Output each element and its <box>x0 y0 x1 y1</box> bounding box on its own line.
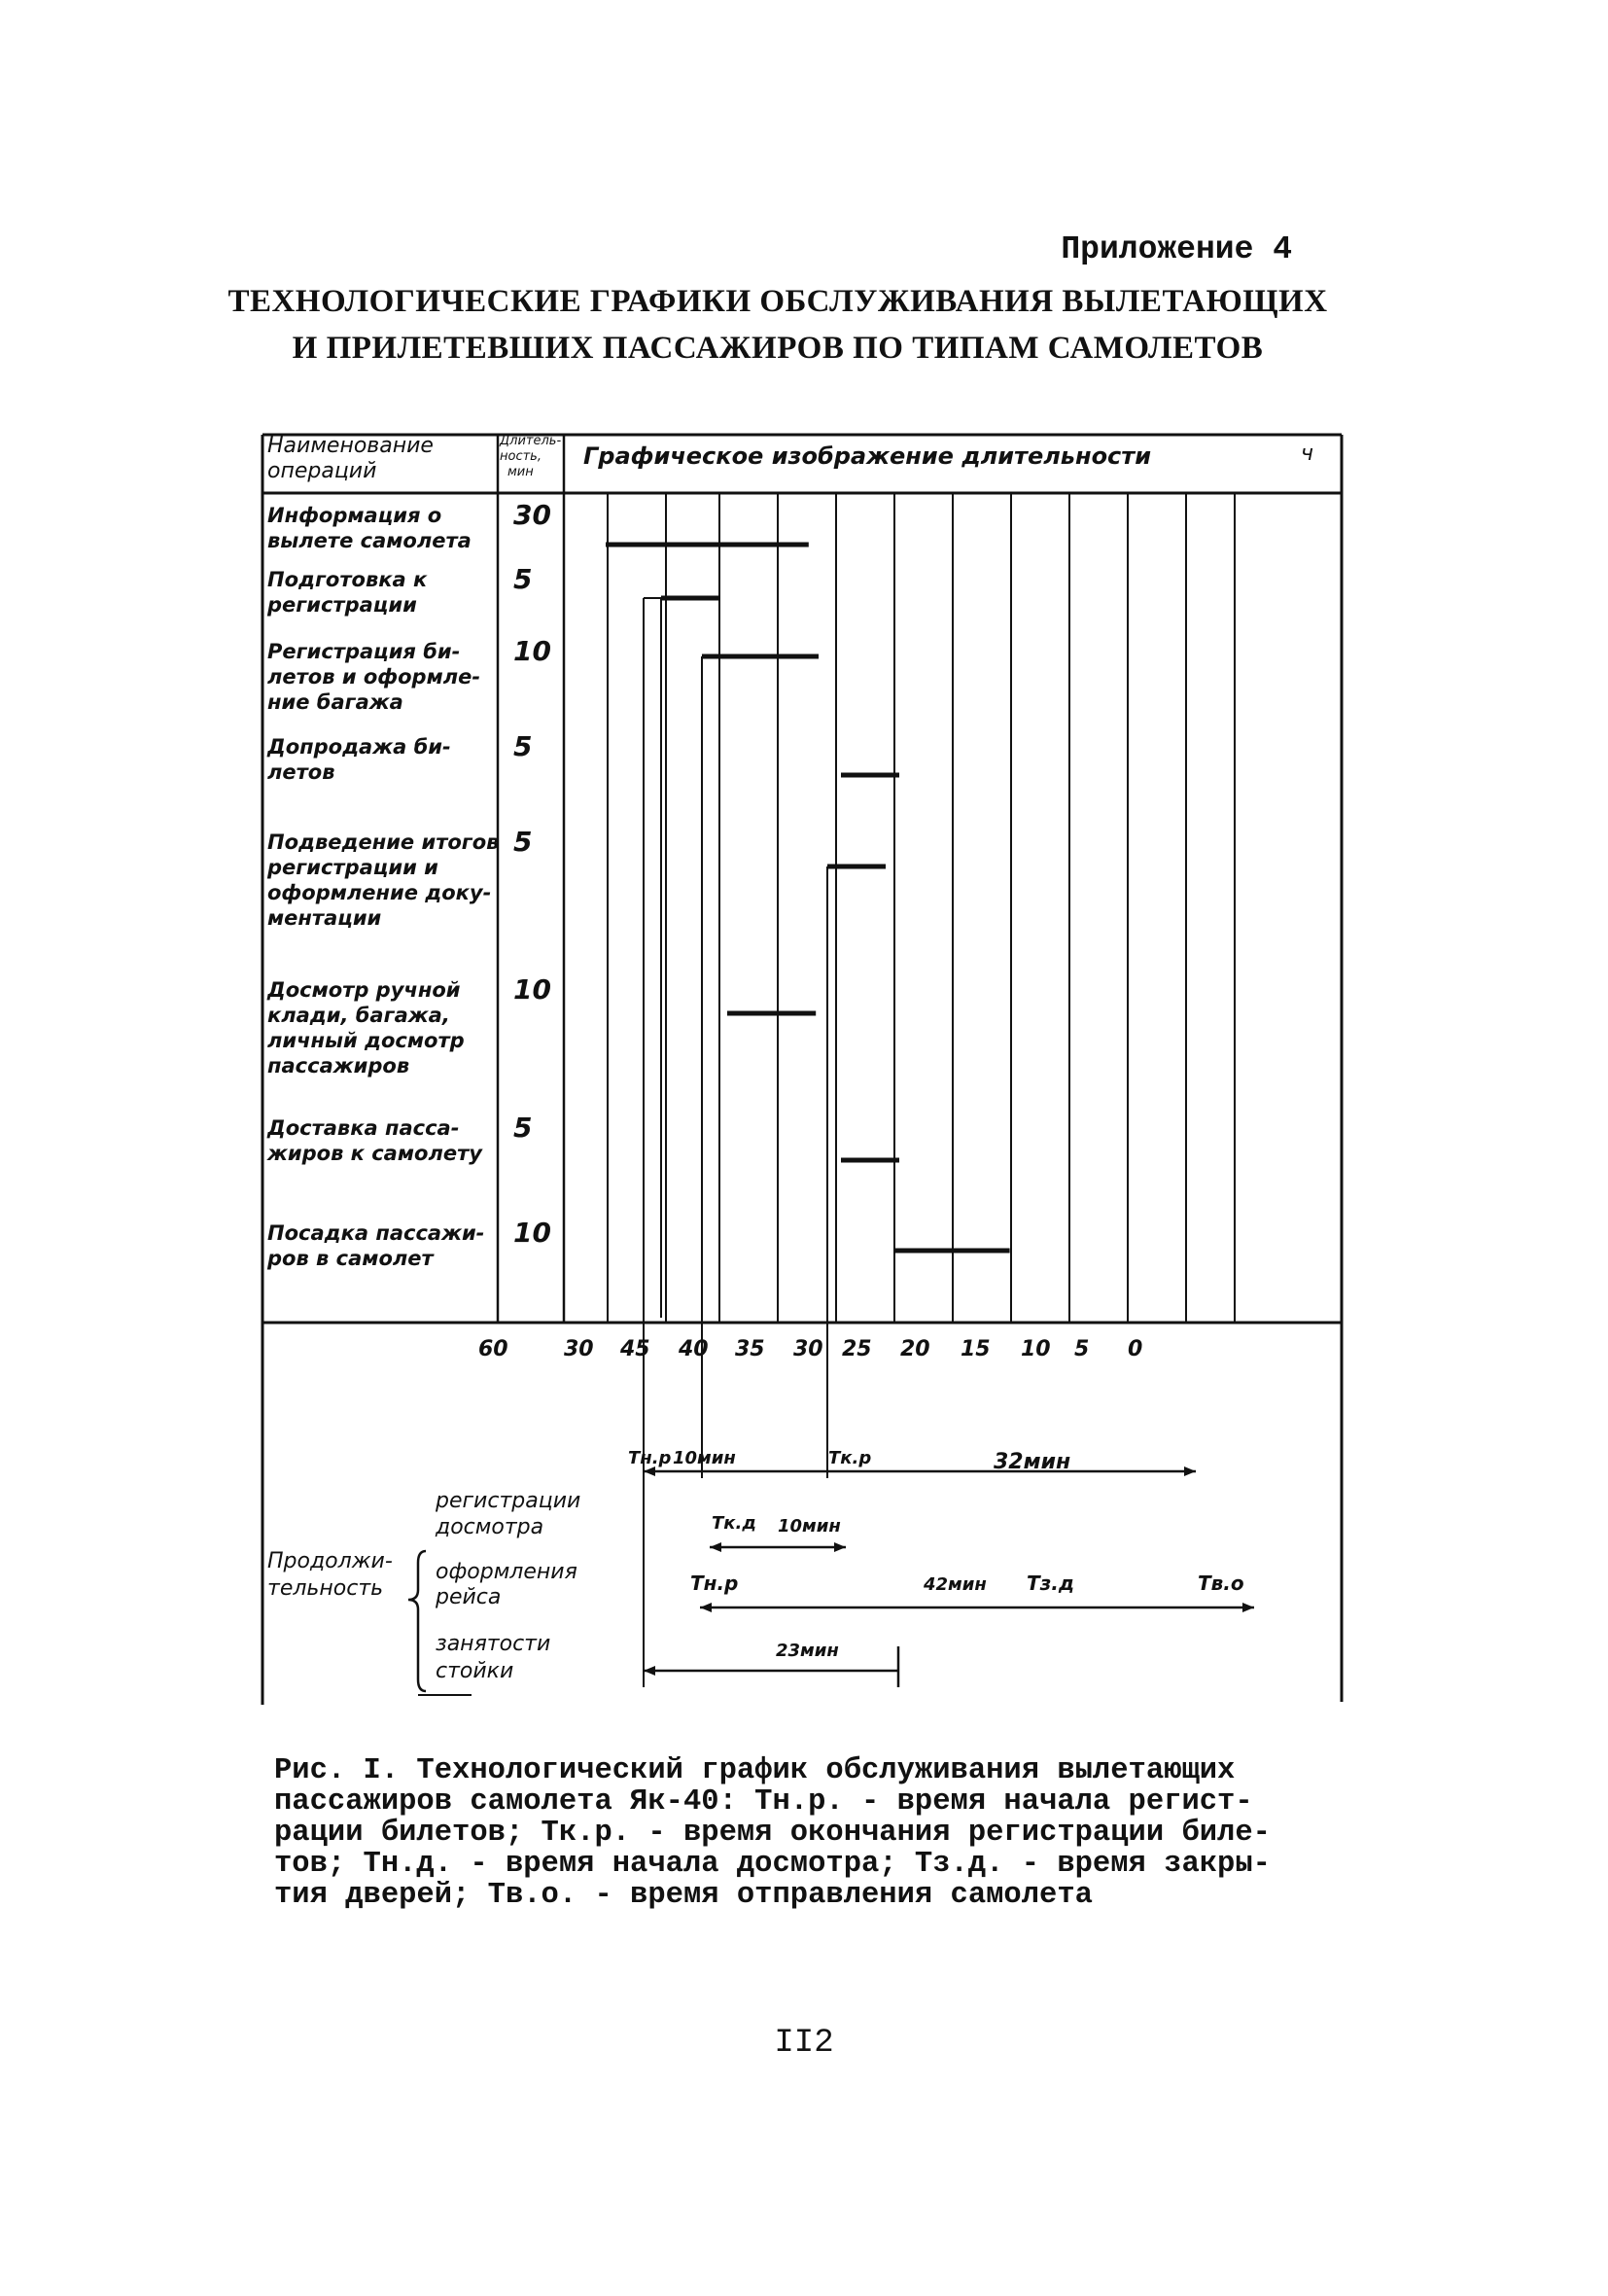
time-scale-tick: 60 <box>478 1337 508 1361</box>
operation-name-line: летов и оформле- <box>267 665 481 689</box>
time-scale-tick: 0 <box>1128 1337 1143 1361</box>
page-number: II2 <box>774 2025 834 2062</box>
arrow-head-left <box>644 1666 655 1676</box>
time-scale-tick: 30 <box>564 1337 594 1361</box>
operation-name-line: ние багажа <box>267 690 403 714</box>
caption-line: тия дверей; Тв.о. - время отправления самолета <box>274 1879 1093 1912</box>
operation-duration: 10 <box>513 635 551 667</box>
operation-duration: 10 <box>513 1217 551 1249</box>
operation-name-line: ров в самолет <box>267 1247 434 1270</box>
span-42min-label: 42мин <box>924 1574 987 1595</box>
service-schedule-chart <box>253 423 1361 1716</box>
time-scale-tick: 5 <box>1074 1337 1090 1361</box>
operation-name-line: Досмотр ручной <box>267 978 461 1002</box>
operation-duration: 5 <box>513 826 533 858</box>
operation-duration: 5 <box>513 1112 533 1144</box>
durations-label-line-2: тельность <box>267 1576 384 1601</box>
operations-rows <box>266 499 551 1270</box>
operation-duration: 5 <box>513 730 533 762</box>
tnr-label-top: Тн.р <box>628 1448 672 1468</box>
durations-label-line-1: Продолжи- <box>267 1549 393 1573</box>
document-title-line-2: И ПРИЛЕТЕВШИХ ПАССАЖИРОВ ПО ТИПАМ САМОЛЕТОВ <box>292 331 1264 366</box>
time-scale-tick: 35 <box>735 1337 765 1361</box>
time-scale-tick: 40 <box>679 1337 709 1361</box>
flight-processing-label-line-1: оформления <box>436 1560 577 1584</box>
span-32min-label: 32мин <box>994 1450 1071 1474</box>
operation-name-line: пассажиров <box>267 1054 410 1077</box>
flight-processing-label-line-2: рейса <box>436 1585 502 1609</box>
time-scale-tick: 20 <box>900 1337 930 1361</box>
registration-label-line-2: досмотра <box>436 1515 544 1539</box>
arrow-head-right <box>1242 1603 1254 1612</box>
operation-row <box>266 1217 551 1270</box>
span-23min-label: 23мин <box>776 1641 839 1661</box>
time-scale-tick: 25 <box>842 1337 872 1361</box>
operation-name-line: Подготовка к <box>267 568 428 591</box>
arrow-head-right <box>1184 1466 1196 1476</box>
inspection-10min-label: 10мин <box>778 1516 841 1537</box>
operation-row <box>266 1112 532 1165</box>
tkr-label: Тк.р <box>828 1448 872 1468</box>
operation-row <box>266 826 532 930</box>
header-duration-line-1: Длитель- <box>500 434 562 448</box>
header-duration-line-3: мин <box>507 465 534 479</box>
operation-name-line: Доставка пасса- <box>267 1116 460 1140</box>
operation-name-line: летов <box>267 760 335 784</box>
operation-name-line: личный досмотр <box>267 1029 465 1052</box>
operation-name-line: ментации <box>267 906 382 930</box>
document-title-line-1: ТЕХНОЛОГИЧЕСКИЕ ГРАФИКИ ОБСЛУЖИВАНИЯ ВЫЛЕТАЮЩИХ <box>227 284 1328 319</box>
durations-section <box>267 1448 1254 1695</box>
caption-line: тов; Тн.д. - время начала досмотра; Тз.д. - время закры- <box>274 1848 1271 1881</box>
caption-line: рации билетов; Тк.р. - время окончания регистрации биле- <box>274 1817 1271 1850</box>
tkd-label: Тк.д <box>712 1513 756 1534</box>
arrow-head-right <box>834 1542 846 1552</box>
operation-name-line: оформление доку- <box>267 881 492 904</box>
operation-name-line: вылете самолета <box>267 529 472 552</box>
operation-name-line: Допродажа би- <box>267 735 451 759</box>
operation-name-line: жиров к самолету <box>267 1142 482 1165</box>
time-scale <box>478 1337 1142 1361</box>
arrow-head-left <box>700 1603 712 1612</box>
operation-name-line: Подведение итогов <box>267 830 500 854</box>
curly-brace <box>408 1551 426 1691</box>
caption-line: пассажиров самолета Як-40: Тн.р. - время начала регист- <box>274 1785 1253 1819</box>
operation-duration: 30 <box>513 499 551 531</box>
appendix-label: Приложение 4 <box>1061 231 1292 267</box>
chart-grid <box>262 435 1342 1705</box>
header-operation-line-2: операций <box>267 459 377 483</box>
operation-row <box>266 563 532 617</box>
arrow-head-left <box>710 1542 721 1552</box>
header-operation-line-1: Наименование <box>267 434 434 458</box>
operation-name-line: клади, багажа, <box>267 1004 450 1027</box>
operation-row <box>266 973 551 1077</box>
operation-name-line: Регистрация би- <box>267 640 461 663</box>
header-graph-unit: ч <box>1301 442 1313 466</box>
time-scale-tick: 15 <box>961 1337 991 1361</box>
header-duration-line-2: ность, <box>500 449 542 464</box>
operation-name-line: регистрации <box>267 593 417 617</box>
tnr-label-middle: Тн.р <box>690 1572 739 1595</box>
time-scale-tick: 45 <box>620 1337 650 1361</box>
time-scale-tick: 10 <box>1021 1337 1051 1361</box>
operation-row <box>267 635 551 714</box>
operation-row <box>266 730 532 784</box>
operation-name-line: Информация о <box>267 504 442 527</box>
caption-line: Рис. I. Технологический график обслуживания вылетающих <box>274 1754 1236 1787</box>
tzd-label: Тз.д <box>1027 1572 1075 1595</box>
operation-row <box>267 499 551 552</box>
registration-label-line-1: регистрации <box>436 1489 581 1513</box>
counter-occupancy-label-line-2: стойки <box>436 1659 514 1683</box>
operation-duration: 5 <box>513 563 533 595</box>
operation-name-line: Посадка пассажи- <box>267 1221 485 1245</box>
operation-name-line: регистрации и <box>267 856 438 879</box>
time-scale-tick: 30 <box>793 1337 823 1361</box>
operation-duration: 10 <box>513 973 551 1006</box>
counter-occupancy-label-line-1: занятости <box>436 1632 551 1656</box>
tvo-label: Тв.о <box>1198 1572 1244 1595</box>
header-graph-title: Графическое изображение длительности <box>583 442 1152 470</box>
registration-10min-label: 10мин <box>673 1448 736 1468</box>
figure-caption <box>274 1755 1324 1911</box>
